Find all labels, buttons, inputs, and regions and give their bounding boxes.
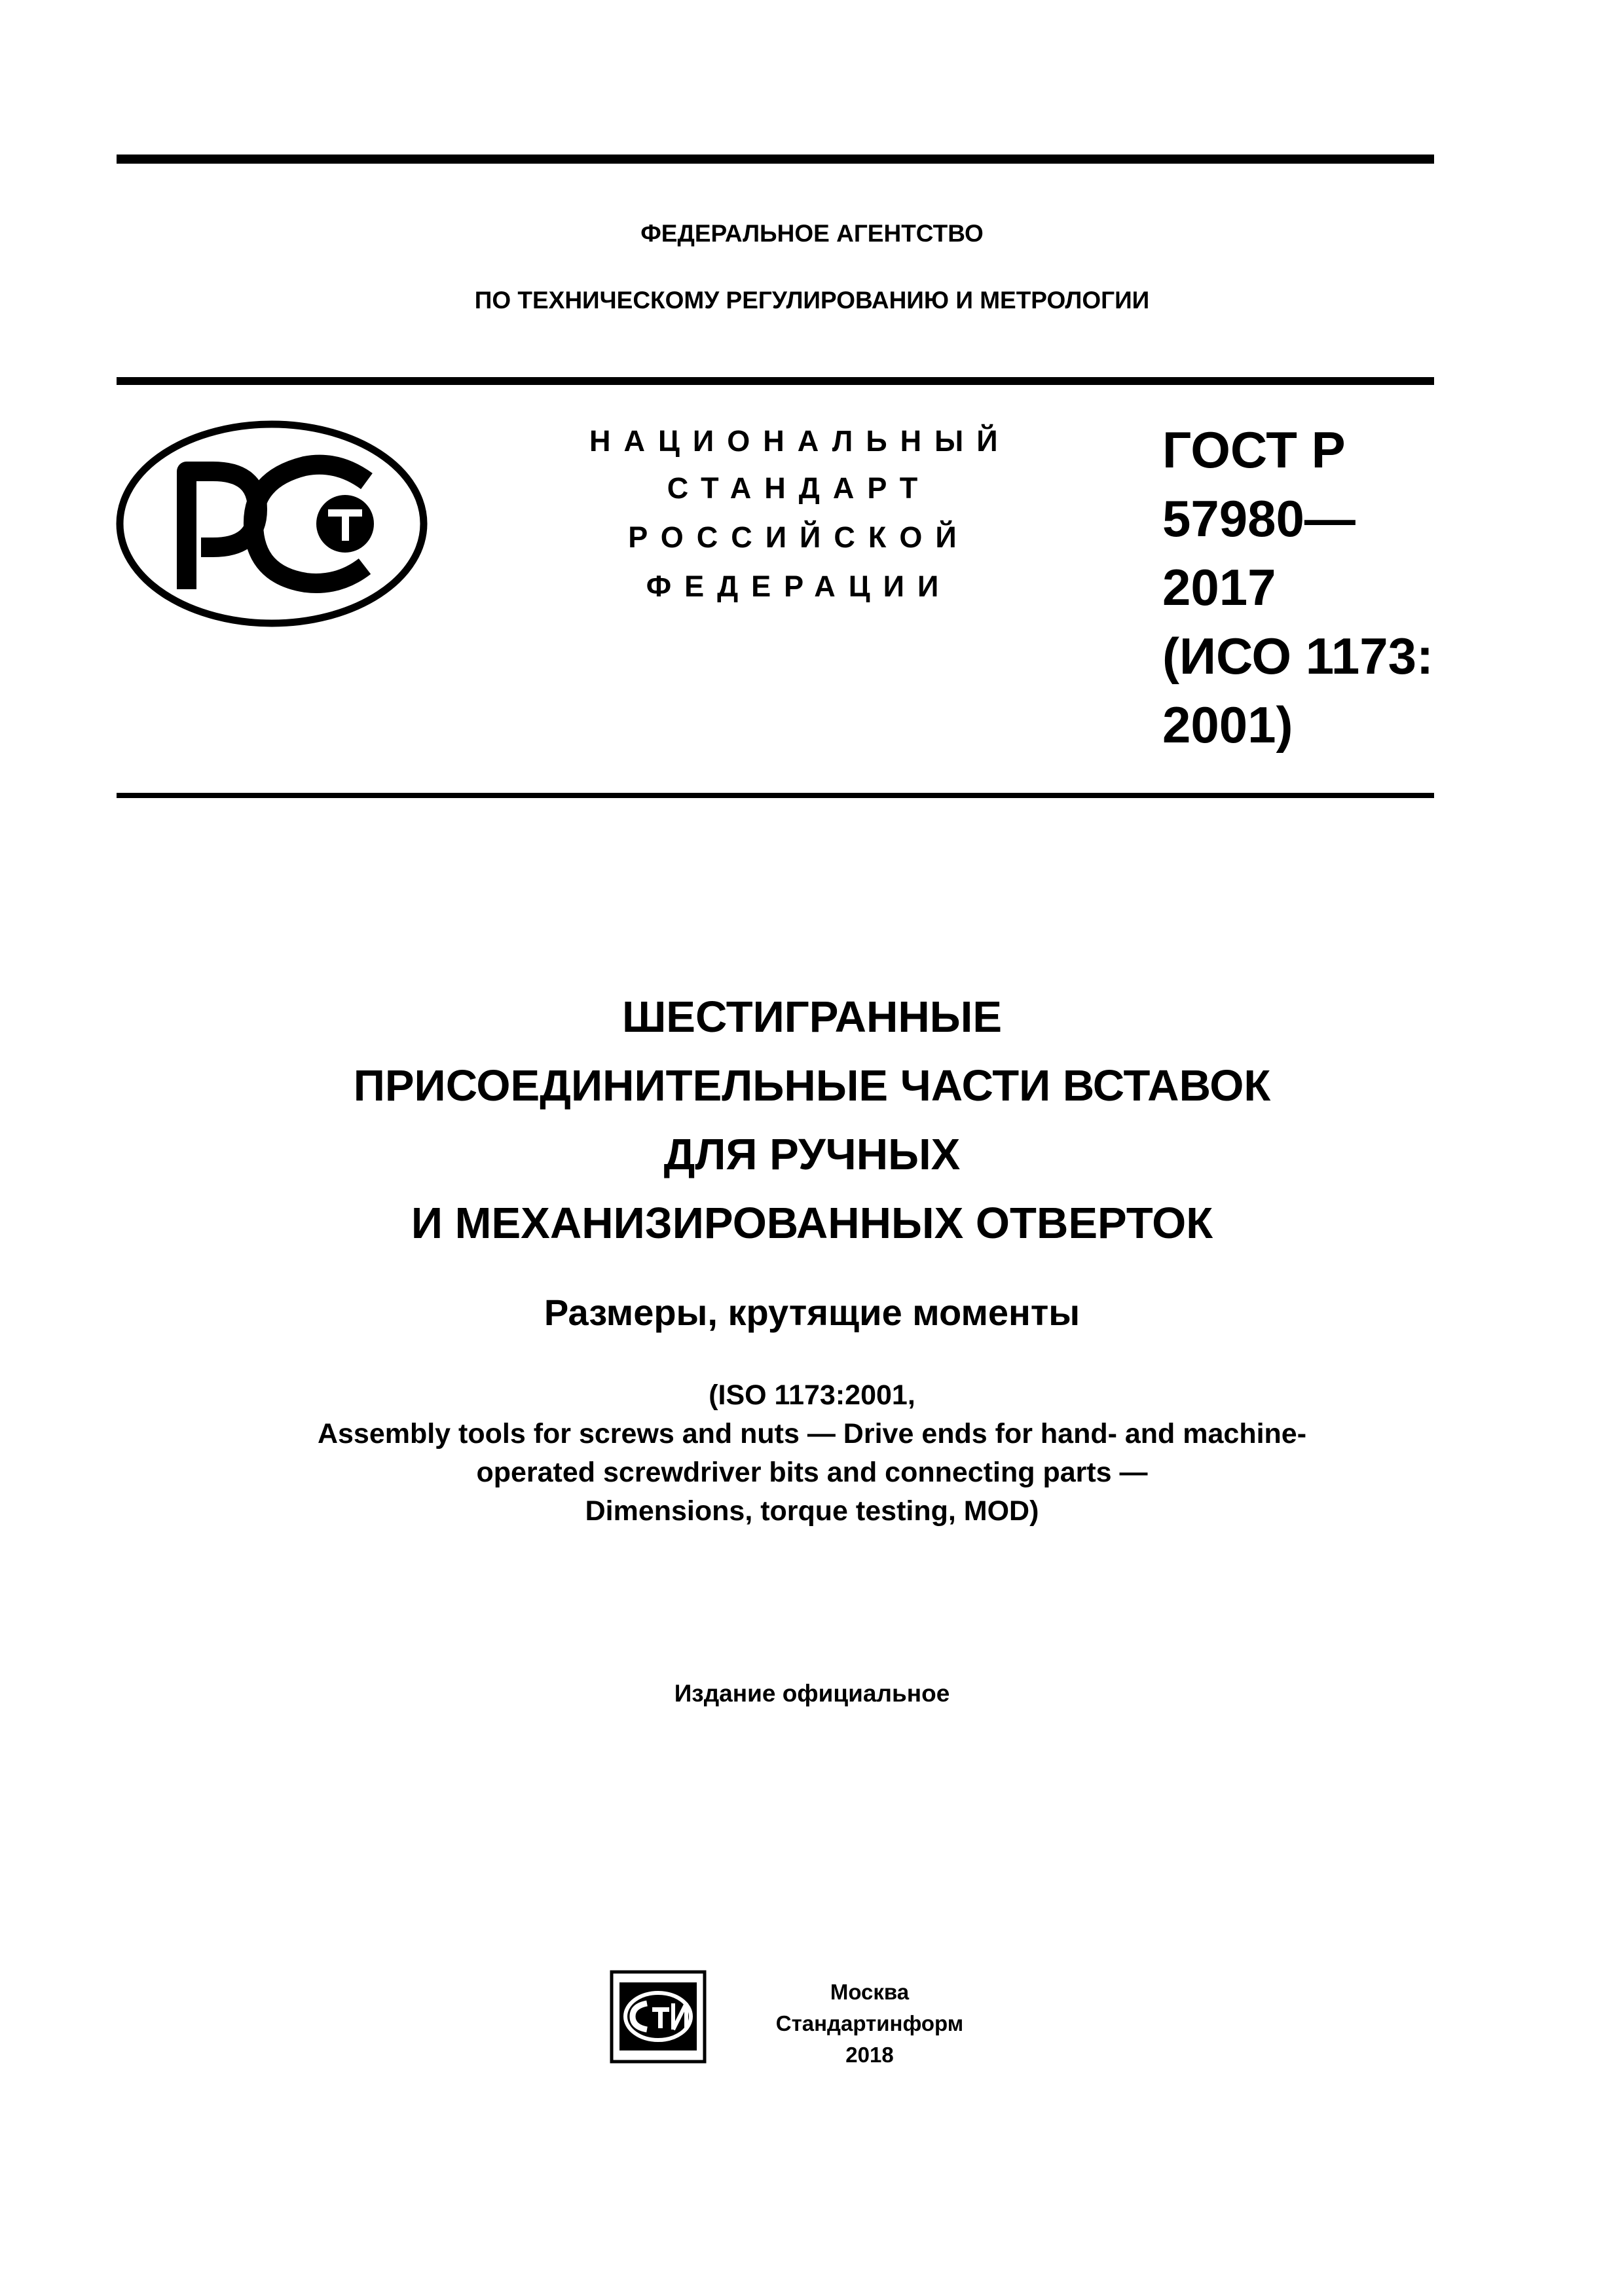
rst-certification-mark-icon	[115, 419, 429, 629]
top-rule	[117, 155, 1434, 164]
title-line-3: ДЛЯ РУЧНЫХ	[663, 1130, 961, 1179]
designation-line-4: (ИСО 1173:	[1162, 627, 1433, 685]
iso-reference-line-1: (ISO 1173:2001,	[709, 1379, 915, 1411]
designation-line-1: ГОСТ Р	[1162, 421, 1346, 479]
title-line-2: ПРИСОЕДИНИТЕЛЬНЫЕ ЧАСТИ ВСТАВОК	[353, 1061, 1271, 1110]
edition-label: Издание официальное	[674, 1680, 950, 1707]
designation-rule	[117, 793, 1434, 798]
designation-line-3: 2017	[1162, 558, 1276, 616]
subtitle: Размеры, крутящие моменты	[544, 1292, 1080, 1333]
iso-reference-line-4: Dimensions, torque testing, MOD)	[585, 1495, 1039, 1527]
publisher-name: Стандартинформ	[775, 2011, 964, 2035]
publisher-city: Москва	[830, 1980, 910, 2004]
designation-line-5: 2001)	[1162, 696, 1293, 754]
iso-reference-line-3: operated screwdriver bits and connecting parts —	[476, 1457, 1148, 1488]
publisher-year: 2018	[845, 2043, 894, 2067]
iso-reference-line-2: Assembly tools for screws and nuts — Drive ends for hand- and machine-	[317, 1418, 1307, 1449]
national-standard-line-1: НАЦИОНАЛЬНЫЙ	[589, 424, 1011, 458]
title-line-4: И МЕХАНИЗИРОВАННЫХ ОТВЕРТОК	[411, 1199, 1213, 1248]
standartinform-logo-icon	[609, 1969, 707, 2064]
agency-line-2: ПО ТЕХНИЧЕСКОМУ РЕГУЛИРОВАНИЮ И МЕТРОЛОГИИ	[474, 287, 1150, 314]
national-standard-line-2: СТАНДАРТ	[667, 471, 931, 505]
header-rule	[117, 377, 1434, 385]
agency-line-1: ФЕДЕРАЛЬНОЕ АГЕНТСТВО	[640, 220, 984, 247]
national-standard-line-3: РОССИЙСКОЙ	[628, 520, 970, 554]
national-standard-line-4: ФЕДЕРАЦИИ	[646, 570, 952, 603]
designation-line-2: 57980—	[1162, 490, 1356, 547]
title-line-1: ШЕСТИГРАННЫЕ	[621, 993, 1003, 1042]
